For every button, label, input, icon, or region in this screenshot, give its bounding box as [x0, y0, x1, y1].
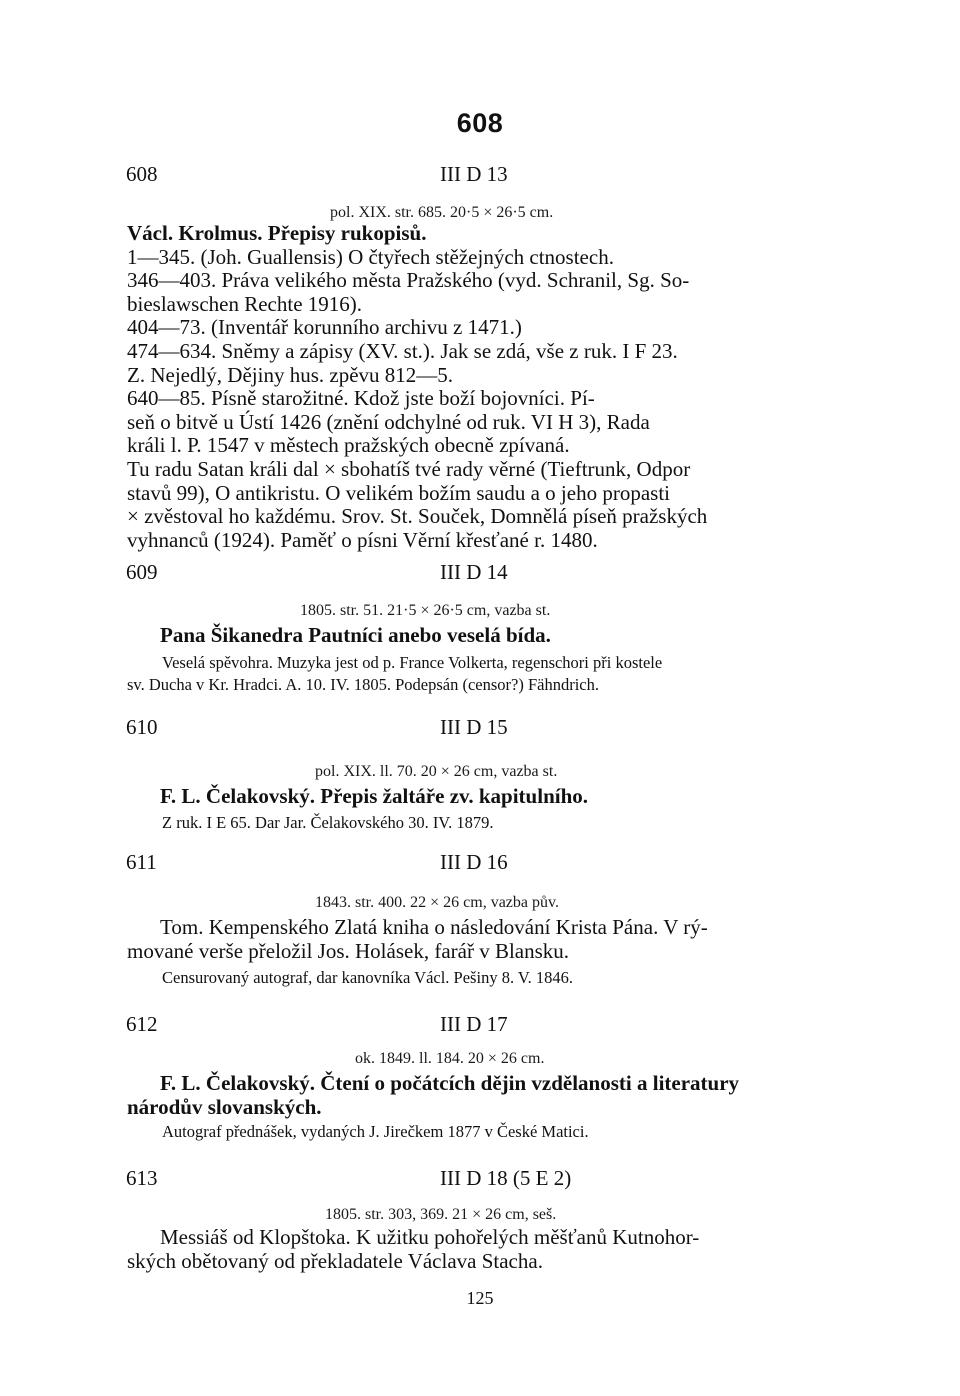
catalogue-entry-608 — [0, 162, 960, 552]
body-line: mované verše přeložil Jos. Holásek, farář v Blansku. — [127, 938, 570, 963]
body-line: Tu radu Satan králi dal × sbohatíš tvé rady věrné (Tieftrunk, Odpor — [127, 456, 691, 481]
body-line: × zvěstoval ho každému. Srov. St. Souček, Domnělá píseň pražských — [127, 504, 708, 529]
entry-number: 613 — [126, 1166, 158, 1190]
shelfmark: III D 14 — [440, 560, 508, 584]
author-title: Pana Šikanedra Pautníci anebo veselá bída. — [160, 623, 551, 647]
body-line: ských obětovaný od překladatele Václava Stacha. — [127, 1248, 543, 1273]
body-line: králi l. P. 1547 v městech pražských obecně zpívaná. — [127, 433, 570, 458]
entry-number: 609 — [126, 560, 158, 584]
author-title: F. L. Čelakovský. Přepis žaltáře zv. kapitulního. — [160, 784, 589, 808]
body-line: národův slovanských. — [127, 1094, 322, 1119]
running-head: 608 — [456, 108, 504, 138]
catalogue-entry-609 — [0, 560, 960, 694]
entry-meta: 1843. str. 400. 22 × 26 cm, vazba pův. — [315, 894, 559, 911]
entry-meta: 1805. str. 51. 21·5 × 26·5 cm, vazba st. — [300, 602, 551, 619]
entry-note: Censurovaný autograf, dar kanovníka Václ. Pešiny 8. V. 1846. — [162, 968, 574, 987]
page-number: 125 — [466, 1288, 494, 1308]
entry-number: 612 — [126, 1012, 158, 1036]
entry-meta: 1805. str. 303, 369. 21 × 26 cm, seš. — [325, 1206, 557, 1223]
body-line: 1—345. (Joh. Guallensis) O čtyřech stěžejných ctnostech. — [127, 244, 614, 269]
entry-body — [127, 1072, 835, 1119]
shelfmark: III D 18 (5 E 2) — [440, 1166, 572, 1190]
body-line: Z. Nejedlý, Dějiny hus. zpěvu 812—5. — [127, 362, 454, 387]
entry-meta: pol. XIX. ll. 70. 20 × 26 cm, vazba st. — [315, 763, 558, 780]
entry-body — [127, 916, 835, 963]
shelfmark: III D 15 — [440, 715, 508, 739]
entry-number: 610 — [126, 715, 158, 739]
body-line: 404—73. (Inventář korunního archivu z 1471.) — [127, 315, 522, 340]
catalogue-entry-611 — [0, 850, 960, 987]
body-line: F. L. Čelakovský. Čtení o počátcích dějin vzdělanosti a literatury — [160, 1071, 740, 1095]
shelfmark: III D 16 — [440, 850, 508, 874]
note-line: Veselá spěvohra. Muzyka jest od p. France Volkerta, regenschori při kostele — [162, 653, 663, 672]
entry-meta: ok. 1849. ll. 184. 20 × 26 cm. — [355, 1050, 545, 1067]
entry-meta: pol. XIX. str. 685. 20·5 × 26·5 cm. — [330, 204, 554, 221]
entry-body — [127, 1226, 835, 1273]
entry-note: Z ruk. I E 65. Dar Jar. Čelakovského 30. IV. 1879. — [162, 813, 494, 832]
entry-number: 608 — [126, 162, 158, 186]
entry-note: Autograf přednášek, vydaných J. Jirečkem 1877 v České Matici. — [162, 1122, 589, 1141]
body-line: 474—634. Sněmy a zápisy (XV. st.). Jak se zdá, vše z ruk. I F 23. — [127, 338, 678, 363]
body-line: 346—403. Práva velikého města Pražského (vyd. Schranil, Sg. So- — [127, 268, 690, 293]
body-line: stavů 99), O antikristu. O velikém božím saudu a o jeho propasti — [127, 480, 670, 505]
body-line: bieslawschen Rechte 1916). — [127, 291, 363, 316]
shelfmark: III D 13 — [440, 162, 508, 186]
catalogue-entry-610 — [0, 715, 960, 832]
body-line: seň o bitvě u Ústí 1426 (znění odchylné od ruk. VI H 3), Rada — [127, 409, 650, 434]
note-line: sv. Ducha v Kr. Hradci. A. 10. IV. 1805. Podepsán (censor?) Fähndrich. — [127, 675, 599, 694]
body-line: 640—85. Písně starožitné. Kdož jste boží bojovníci. Pí- — [127, 386, 595, 411]
entry-number: 611 — [126, 850, 157, 874]
body-line: vyhnanců (1924). Paměť o písni Věrní křesťané r. 1480. — [127, 527, 598, 552]
catalogue-entry-612 — [0, 1012, 960, 1141]
entry-body — [127, 222, 835, 552]
entry-note — [127, 652, 839, 696]
shelfmark: III D 17 — [440, 1012, 508, 1036]
catalogue-entry-613 — [0, 1166, 960, 1273]
body-line: Messiáš od Klopštoka. K užitku pohořelých měšťanů Kutnohor- — [160, 1225, 700, 1249]
body-line: Tom. Kempenského Zlatá kniha o následování Krista Pána. V rý- — [160, 915, 708, 939]
author-title: Václ. Krolmus. Přepisy rukopisů. — [127, 221, 427, 245]
